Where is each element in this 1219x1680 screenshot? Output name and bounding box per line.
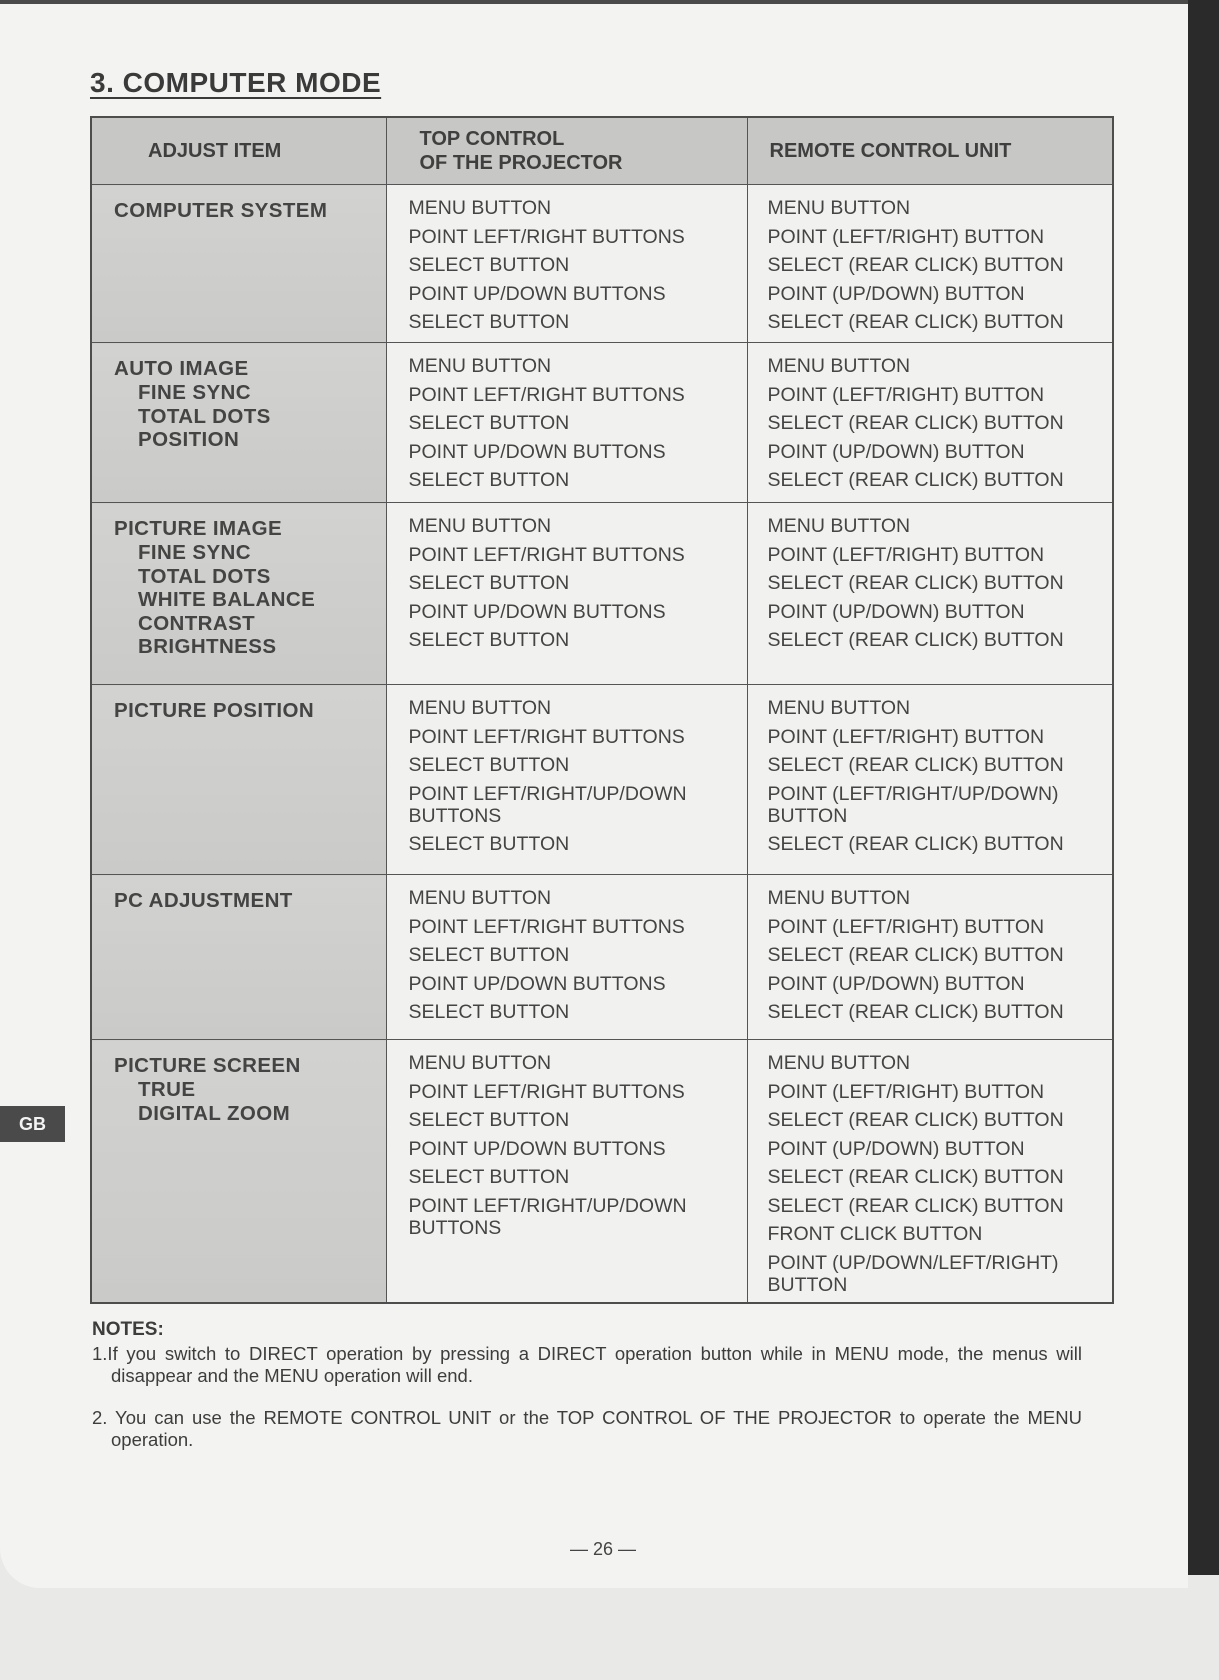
adjust-item-title: COMPUTER SYSTEM bbox=[114, 199, 328, 222]
remote-control-step: POINT (UP/DOWN) BUTTON bbox=[767, 440, 1025, 463]
top-control-step: POINT LEFT/RIGHT BUTTONS bbox=[408, 225, 685, 248]
adjust-subitem: DIGITAL ZOOM bbox=[138, 1101, 291, 1125]
top-control-step: MENU BUTTON bbox=[408, 1052, 552, 1074]
adjust-item-title: PICTURE IMAGE bbox=[114, 517, 283, 540]
remote-control-step: SELECT (REAR CLICK) BUTTON bbox=[767, 629, 1064, 651]
remote-control-step: POINT (LEFT/RIGHT) BUTTON bbox=[767, 225, 1045, 248]
top-control-step: SELECT BUTTON bbox=[408, 629, 570, 651]
top-control-step: POINT UP/DOWN BUTTONS bbox=[408, 282, 666, 305]
page-title: 3. COMPUTER MODE bbox=[90, 67, 382, 98]
remote-control-cell bbox=[747, 1040, 1113, 1304]
adjust-subitem: TRUE bbox=[138, 1078, 196, 1101]
top-control-step: MENU BUTTON bbox=[408, 515, 552, 537]
remote-control-step: SELECT (REAR CLICK) BUTTON bbox=[767, 1194, 1064, 1217]
remote-control-step: MENU BUTTON bbox=[767, 515, 911, 537]
top-control-step: POINT LEFT/RIGHT BUTTONS bbox=[408, 543, 685, 566]
header-remote-control: REMOTE CONTROL UNIT bbox=[747, 117, 1113, 185]
table-row bbox=[91, 685, 1113, 875]
adjust-item-title: PICTURE SCREEN bbox=[114, 1054, 301, 1077]
header-adjust-item: ADJUST ITEM bbox=[91, 117, 386, 185]
top-control-step: POINT UP/DOWN BUTTONS bbox=[408, 972, 666, 995]
top-control-cell bbox=[386, 503, 747, 685]
top-control-step: POINT LEFT/RIGHT/UP/DOWN BUTTONS bbox=[408, 782, 687, 827]
top-control-step: POINT LEFT/RIGHT BUTTONS bbox=[408, 1080, 685, 1103]
adjust-item-title: PICTURE POSITION bbox=[114, 699, 315, 722]
top-control-step: SELECT BUTTON bbox=[408, 311, 570, 333]
remote-control-cell bbox=[747, 685, 1113, 875]
note-1: 1.If you switch to DIRECT operation by pressing a DIRECT operation button while in MENU mode, the menus will disappear and the MENU operation will end. bbox=[92, 1343, 1082, 1386]
remote-control-step: POINT (LEFT/RIGHT) BUTTON bbox=[767, 543, 1045, 566]
adjust-item-title: PC ADJUSTMENT bbox=[114, 889, 293, 912]
remote-control-step: MENU BUTTON bbox=[767, 197, 911, 219]
top-control-step: MENU BUTTON bbox=[408, 197, 552, 219]
remote-control-step: SELECT (REAR CLICK) BUTTON bbox=[767, 833, 1064, 855]
remote-control-step: POINT (LEFT/RIGHT) BUTTON bbox=[767, 383, 1045, 406]
top-control-step: SELECT BUTTON bbox=[408, 944, 570, 966]
remote-control-step: SELECT (REAR CLICK) BUTTON bbox=[767, 1109, 1064, 1131]
adjust-subitem: CONTRAST bbox=[138, 611, 256, 635]
top-control-step: SELECT BUTTON bbox=[408, 469, 570, 491]
remote-control-step: SELECT (REAR CLICK) BUTTON bbox=[767, 254, 1064, 276]
adjust-item-cell bbox=[91, 685, 386, 875]
remote-control-step: MENU BUTTON bbox=[767, 887, 911, 909]
remote-control-step: SELECT (REAR CLICK) BUTTON bbox=[767, 1001, 1064, 1023]
table-row bbox=[91, 343, 1113, 503]
remote-control-step: SELECT (REAR CLICK) BUTTON bbox=[767, 412, 1064, 434]
remote-control-step: MENU BUTTON bbox=[767, 697, 911, 719]
remote-control-step: POINT (UP/DOWN) BUTTON bbox=[767, 600, 1025, 623]
top-control-step: MENU BUTTON bbox=[408, 697, 552, 719]
notes-title: NOTES: bbox=[92, 1319, 164, 1340]
remote-control-step: FRONT CLICK BUTTON bbox=[767, 1223, 983, 1245]
adjust-item-cell bbox=[91, 343, 386, 503]
top-control-step: SELECT BUTTON bbox=[408, 1166, 570, 1188]
adjust-item-cell bbox=[91, 875, 386, 1040]
remote-control-cell bbox=[747, 875, 1113, 1040]
remote-control-step: SELECT (REAR CLICK) BUTTON bbox=[767, 944, 1064, 966]
top-control-step: POINT LEFT/RIGHT BUTTONS bbox=[408, 725, 685, 748]
top-control-step: SELECT BUTTON bbox=[408, 1001, 570, 1023]
scan-right-edge bbox=[1188, 0, 1219, 1575]
top-control-cell bbox=[386, 875, 747, 1040]
adjust-subitem: FINE SYNC bbox=[138, 541, 251, 564]
remote-control-step: SELECT (REAR CLICK) BUTTON bbox=[767, 1166, 1064, 1188]
top-control-step: SELECT BUTTON bbox=[408, 412, 570, 434]
table-header-row bbox=[91, 117, 1113, 185]
top-control-step: MENU BUTTON bbox=[408, 887, 552, 909]
table-row bbox=[91, 875, 1113, 1040]
remote-control-step: SELECT (REAR CLICK) BUTTON bbox=[767, 754, 1064, 776]
remote-control-step: POINT (UP/DOWN) BUTTON bbox=[767, 972, 1025, 995]
language-tab: GB bbox=[0, 1106, 65, 1142]
header-top-control-line1: TOP CONTROL bbox=[419, 128, 565, 150]
remote-control-cell bbox=[747, 185, 1113, 343]
adjust-subitem: POSITION bbox=[138, 428, 240, 451]
table-row bbox=[91, 185, 1113, 343]
note-2: 2. You can use the REMOTE CONTROL UNIT or the TOP CONTROL OF THE PROJECTOR to operate the MENU operation. bbox=[92, 1407, 1082, 1450]
remote-control-step: POINT (LEFT/RIGHT) BUTTON bbox=[767, 1080, 1045, 1103]
top-control-step: MENU BUTTON bbox=[408, 355, 552, 377]
top-control-cell bbox=[386, 1040, 747, 1304]
remote-control-step: MENU BUTTON bbox=[767, 1052, 911, 1074]
remote-control-step: POINT (LEFT/RIGHT) BUTTON bbox=[767, 915, 1045, 938]
scan-top-edge bbox=[0, 0, 1188, 4]
top-control-step: POINT UP/DOWN BUTTONS bbox=[408, 600, 666, 623]
adjust-item-cell bbox=[91, 503, 386, 685]
header-top-control bbox=[386, 117, 747, 185]
top-control-step: POINT LEFT/RIGHT/UP/DOWN BUTTONS bbox=[408, 1194, 687, 1239]
adjust-subitem: WHITE BALANCE bbox=[138, 588, 316, 611]
notes-section bbox=[92, 1319, 1082, 1451]
top-control-step: POINT LEFT/RIGHT BUTTONS bbox=[408, 915, 685, 938]
table-row bbox=[91, 503, 1113, 685]
adjust-subitem: TOTAL DOTS bbox=[138, 564, 271, 588]
table-row bbox=[91, 1040, 1113, 1304]
computer-mode-table bbox=[90, 116, 1114, 1304]
top-control-step: POINT LEFT/RIGHT BUTTONS bbox=[408, 383, 685, 406]
adjust-item-title: AUTO IMAGE bbox=[114, 357, 249, 380]
top-control-step: SELECT BUTTON bbox=[408, 572, 570, 594]
remote-control-cell bbox=[747, 503, 1113, 685]
table-body bbox=[91, 185, 1113, 1304]
adjust-subitem: BRIGHTNESS bbox=[138, 635, 277, 658]
top-control-step: SELECT BUTTON bbox=[408, 254, 570, 276]
remote-control-step: POINT (UP/DOWN) BUTTON bbox=[767, 1137, 1025, 1160]
header-top-control-line2: OF THE PROJECTOR bbox=[419, 152, 623, 174]
top-control-step: SELECT BUTTON bbox=[408, 1109, 570, 1131]
adjust-item-cell bbox=[91, 185, 386, 343]
remote-control-step: POINT (UP/DOWN/LEFT/RIGHT) BUTTON bbox=[767, 1251, 1059, 1296]
remote-control-step: SELECT (REAR CLICK) BUTTON bbox=[767, 469, 1064, 491]
remote-control-step: POINT (UP/DOWN) BUTTON bbox=[767, 282, 1025, 305]
top-control-step: SELECT BUTTON bbox=[408, 833, 570, 855]
adjust-item-cell bbox=[91, 1040, 386, 1304]
page-number: — 26 — bbox=[570, 1539, 637, 1559]
remote-control-step: SELECT (REAR CLICK) BUTTON bbox=[767, 572, 1064, 594]
remote-control-step: POINT (LEFT/RIGHT/UP/DOWN) BUTTON bbox=[767, 782, 1059, 827]
top-control-step: SELECT BUTTON bbox=[408, 754, 570, 776]
top-control-step: POINT UP/DOWN BUTTONS bbox=[408, 440, 666, 463]
remote-control-step: MENU BUTTON bbox=[767, 355, 911, 377]
top-control-cell bbox=[386, 343, 747, 503]
adjust-subitem: TOTAL DOTS bbox=[138, 404, 271, 428]
remote-control-step: SELECT (REAR CLICK) BUTTON bbox=[767, 311, 1064, 333]
remote-control-cell bbox=[747, 343, 1113, 503]
top-control-cell bbox=[386, 685, 747, 875]
top-control-step: POINT UP/DOWN BUTTONS bbox=[408, 1137, 666, 1160]
adjust-subitem: FINE SYNC bbox=[138, 381, 251, 404]
top-control-cell bbox=[386, 185, 747, 343]
remote-control-step: POINT (LEFT/RIGHT) BUTTON bbox=[767, 725, 1045, 748]
